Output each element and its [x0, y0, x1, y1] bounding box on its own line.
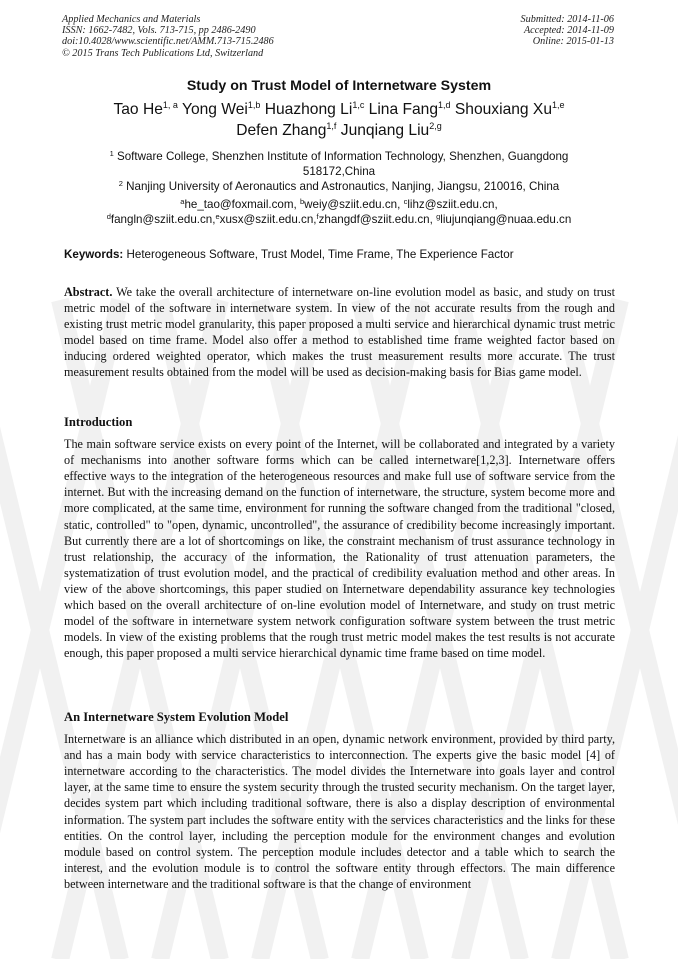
email-address[interactable]: xusx@sziit.edu.cn — [219, 212, 314, 226]
section-introduction — [64, 414, 615, 661]
email-address[interactable]: weiy@sziit.edu.cn — [304, 197, 398, 211]
author-affiliation-mark: 1,d — [438, 100, 451, 110]
email-address[interactable]: lihz@sziit.edu.cn — [407, 197, 495, 211]
author-affiliation-mark: 2,g — [429, 121, 442, 131]
paper-title: Study on Trust Model of Internetware System — [186, 78, 492, 94]
affiliation-mark: 2 — [118, 179, 123, 189]
author-affiliation-mark: 1,f — [326, 121, 337, 131]
keywords — [64, 248, 514, 261]
journal-issn: ISSN: 1662-7482, Vols. 713-715, pp 2486-2490 — [62, 25, 256, 37]
abstract-text: We take the overall architecture of internetware on-line evolution model as basic, and study on trust metric model of the software in internetware system. In view of the not accurate results from the rough and existing trust metric model granularity, this paper proposed a multi service and hierarchical dynamic trust metric model based on time frame. Model also offer a method to established time frame weighted factor based on inducing ordered weighted operator, which makes the trust measurement results more accurate. The trust measurement results obtained from the model will be used as decision-making basis for Bias game model. — [64, 285, 615, 380]
author-name: Shouxiang Xu — [454, 101, 552, 118]
keywords-label: Keywords: — [64, 248, 124, 261]
email-mark: b — [299, 196, 305, 206]
keywords-text: Heterogeneous Software, Trust Model, Time Frame, The Experience Factor — [126, 248, 514, 261]
email-mark: f — [316, 211, 319, 221]
author-name: Lina Fang — [368, 101, 439, 118]
section-heading: An Internetware System Evolution Model — [64, 710, 289, 724]
email-mark: e — [215, 211, 220, 221]
abstract — [64, 284, 615, 381]
email-address[interactable]: fangln@sziit.edu.cn — [110, 212, 213, 226]
email-mark: c — [403, 196, 408, 206]
affiliations: $^1$ Software College, Shenzhen Institute of Information Technology, Shenzhen, Guangdong 518172,China $^2$ Nanjing University of Aeronautics and Astronautics, Nanjing, Jiangsu, 210016, China $^a$he_tao@foxmail.com, $^b$weiy@sziit.edu.cn, $^c$lihz@sziit.edu.cn, $^d$fangln@sziit.edu.cn,$^e$xusx@sziit.edu.cn,$^f$zhangdf@sziit.edu.cn, $^g$liujunqiang@nuaa.edu.cn — [106, 149, 572, 226]
author-name: Defen Zhang — [236, 122, 327, 139]
journal-doi: doi:10.4028/www.scientific.net/AMM.713-715.2486 — [62, 36, 274, 48]
author-affiliation-mark: 1,c — [352, 100, 365, 110]
online-date: Online: 2015-01-13 — [532, 36, 614, 48]
submission-dates — [521, 14, 614, 48]
journal-name: Applied Mechanics and Materials — [62, 14, 201, 25]
section-paragraph: Internetware is an alliance which distributed in an open, dynamic network environment, provided by third party, and has a main body with service characteristics to interconnection. The experts give the basic model [4] of internetware according to the characteristics. The model divides the Internetware into goals layer and control layer, at the same time to ensure the system security through the trusted security mechanism. On the target layer, decides system part which including traditional software, there is also a display description of environmental information. The system part includes the software entity with the services characteristics and the links for these entities. On the control layer, including the perception module for the environment changes and evolution module based on control system. The perception module includes detector and a table which to search the interest, and the evolution module is to control the software entity through effectors. The main difference between internetware and the traditional software is that the change of environment — [64, 732, 615, 891]
journal-info — [62, 14, 274, 59]
author-name: Huazhong Li — [264, 101, 353, 118]
author-name: Tao He — [113, 101, 163, 118]
author-name: Yong Wei — [181, 101, 248, 118]
affiliation-mark: 1 — [109, 149, 114, 158]
journal-copyright: © 2015 Trans Tech Publications Ltd, Switzerland — [62, 47, 264, 59]
author-affiliation-mark: 1,e — [552, 100, 565, 110]
author-affiliation-mark: 1,b — [247, 100, 261, 110]
email-mark: d — [106, 211, 111, 221]
affiliation-line: Software College, Shenzhen Institute of Information Technology, Shenzhen, Guangdong — [117, 150, 569, 163]
accepted-date: Accepted: 2014-11-09 — [523, 25, 614, 37]
section-evolution-model — [64, 709, 615, 892]
affiliation-line: Nanjing University of Aeronautics and Astronautics, Nanjing, Jiangsu, 210016, China — [126, 180, 560, 194]
submitted-date: Submitted: 2014-11-06 — [520, 14, 614, 25]
author-name: Junqiang Liu — [340, 122, 430, 139]
email-mark: g — [436, 211, 441, 221]
email-address[interactable]: liujunqiang@nuaa.edu.cn — [440, 212, 572, 226]
author-affiliation-mark: 1, a — [162, 100, 178, 110]
section-heading: Introduction — [64, 415, 133, 429]
abstract-label: Abstract. — [64, 285, 113, 299]
email-mark: a — [180, 196, 185, 206]
author-list — [0, 99, 678, 141]
email-address[interactable]: he_tao@foxmail.com — [184, 197, 294, 211]
affiliation-line: 518172,China — [302, 165, 376, 179]
email-address[interactable]: zhangdf@sziit.edu.cn — [318, 212, 430, 226]
section-paragraph: The main software service exists on every point of the Internet, will be collaborated and integrated by a variety of mechanisms into another software forms which can be called internetware[1,2,3]. Internetware offers effective ways to the integration of the heterogeneous resources and make full use of software service from the internet. But with the increasing demand on the function of internetware, the structure, system become more and more complicated, at the same time, environment for running the software changed from the traditional "closed, static, controlled" to "open, dynamic, uncontrolled", the assurance of credibility become increasingly important. But currently there are a lot of shortcomings on like, the constraint mechanism of trust assurance technology in trust relationship, the accuracy of the information, the Rationality of trust attenuation parameters, the systematization of trust evolution model, and the practical of credibility evaluation method and other areas. In view of the above shortcomings, this paper studied on Internetware dependability assurance key technologies which based on the overall architecture of on-line evolution model of Internetware, and study on trust metric model of the software in internetware system network configuration software system between the trust metric models. In view of the existing problems that the rough trust metric model makes the test results is not accurate enough, this paper proposed a multi service hierarchical dynamic time frame based on time model. — [64, 437, 615, 661]
